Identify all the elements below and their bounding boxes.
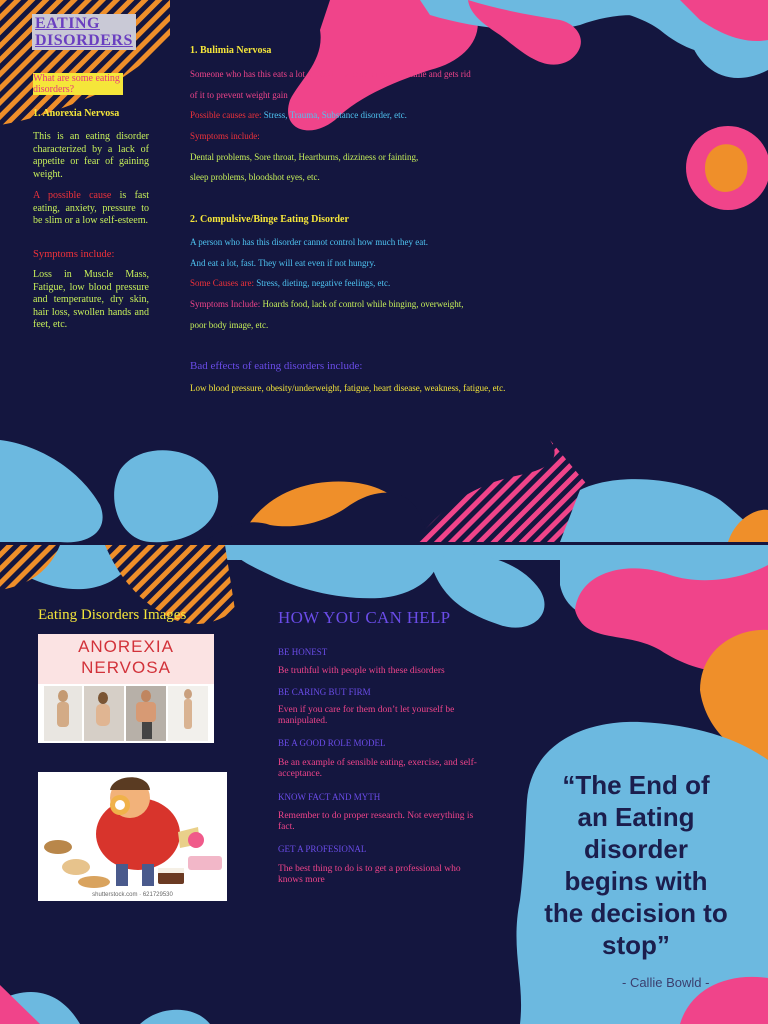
tip-body: The best thing to do is to get a professional who knows more (278, 864, 461, 885)
tip-body: Even if you care for them don’t let yourself be manipulated. (278, 705, 455, 726)
closing-quote: “The End of an Eating disorder begins with the decision to stop” (544, 770, 728, 960)
image-credit: shutterstock.com · 621729530 (92, 892, 173, 898)
anorexia-nervosa-image (38, 634, 214, 743)
anorexia-symptoms-text: Loss in Muscle Mass, Fatigue, low blood pressure and temperature, dry skin, hair loss, swollen hands and feet, etc. (33, 269, 149, 330)
binge-symptoms-text: Hoards food, lack of control while binging, overweight, (260, 299, 464, 309)
tip-body: Be an example of sensible eating, exercise, and self-acceptance. (278, 758, 477, 779)
binge-causes-label: Some Causes are: (190, 278, 254, 288)
title-line-2: DISORDERS (35, 32, 133, 49)
bad-effects-text: Low blood pressure, obesity/underweight, fatigue, heart disease, weakness, fatigue, etc. (190, 383, 506, 393)
anorexia-heading: 1. Anorexia Nervosa (33, 108, 120, 119)
binge-symptoms-line-2: poor body image, etc. (190, 320, 269, 330)
tip-heading: KNOW FACT AND MYTH (278, 792, 381, 802)
bulimia-causes (190, 109, 407, 122)
bulimia-symptoms-line-1: Dental problems, Sore throat, Heartburns, dizziness or fainting, (190, 152, 419, 162)
caption-line-2: NERVOSA (81, 658, 171, 677)
anorexia-description: This is an eating disorder characterized by a lack of appetite or fear of gaining weight. (33, 131, 149, 180)
binge-causes (190, 277, 390, 290)
brochure-title (32, 14, 136, 50)
bulimia-desc-line-2: of it to prevent weight gain (190, 90, 288, 100)
anorexia-symptoms-label: Symptoms include: (33, 249, 115, 260)
quote-author: - Callie Bowld - (622, 975, 710, 990)
binge-desc-line-1: A person who has this disorder cannot control how much they eat. (190, 237, 428, 247)
bulimia-symptoms-label: Symptoms include: (190, 131, 260, 141)
binge-eating-illustration (38, 772, 227, 901)
tip-body: Be truthful with people with these disorders (278, 666, 445, 676)
bad-effects-heading: Bad effects of eating disorders include: (190, 360, 363, 372)
bulimia-symptoms-line-2: sleep problems, bloodshot eyes, etc. (190, 172, 320, 182)
anorexia-cause-label: A possible cause (33, 190, 112, 201)
anorexia-cause (33, 190, 149, 228)
tip-heading: GET A PROFESIONAL (278, 844, 367, 854)
photo-strip (38, 684, 214, 743)
gallery-title: Eating Disorders Images (38, 607, 187, 623)
tip-body: Remember to do proper research. Not everything is fact. (278, 811, 474, 832)
binge-symptoms-label: Symptoms Include: (190, 299, 261, 309)
binge-symptoms (190, 298, 463, 311)
bulimia-causes-text: Stress, Trauma, Substance disorder, etc. (261, 110, 407, 120)
help-title: HOW YOU CAN HELP (278, 608, 451, 627)
bulimia-causes-label: Possible causes are: (190, 110, 262, 120)
binge-desc-line-2: And eat a lot, fast. They will eat even if not hungry. (190, 258, 376, 268)
binge-causes-text: Stress, dieting, negative feelings, etc. (253, 278, 391, 288)
tip-heading: BE A GOOD ROLE MODEL (278, 738, 386, 748)
bulimia-heading: 1. Bulimia Nervosa (190, 45, 272, 56)
binge-heading: 2. Compulsive/Binge Eating Disorder (190, 214, 349, 225)
tip-heading: BE CARING BUT FIRM (278, 687, 371, 697)
tip-heading: BE HONEST (278, 647, 328, 657)
intro-question: What are some eating disorders? (33, 73, 123, 95)
caption-line-1: ANOREXIA (78, 637, 174, 656)
anorexia-image-caption (38, 636, 214, 678)
title-line-1: EATING (35, 15, 100, 32)
bulimia-desc-line-1: Someone who has this eats a lot of food in a short amount of time and gets rid (190, 69, 471, 79)
binge-eating-image (38, 772, 227, 901)
anorexia-cause-text: is fast eating, anxiety, pressure to be slim or a low self-esteem. (33, 190, 150, 226)
